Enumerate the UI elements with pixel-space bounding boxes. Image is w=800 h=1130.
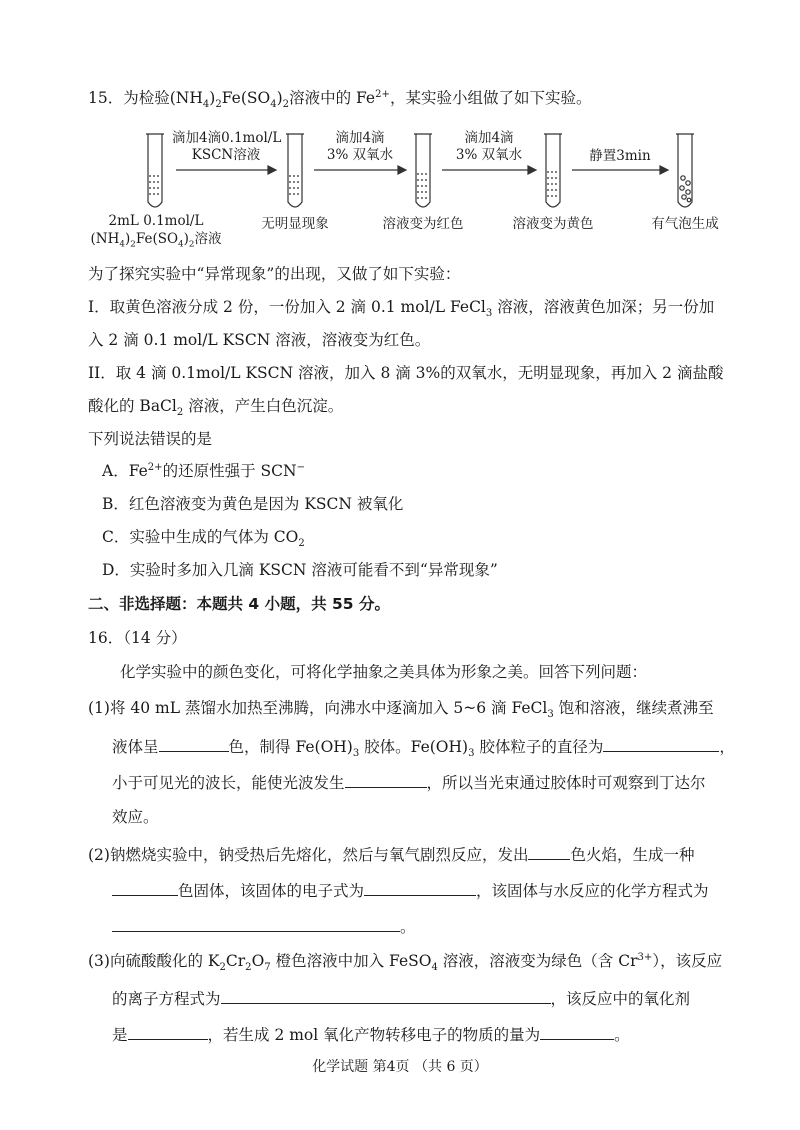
q16-intro: 化学实验中的颜色变化，可将化学抽象之美具体为形象之美。回答下列问题： [120, 663, 648, 681]
answer-blank-diameter[interactable] [603, 735, 719, 752]
option-a: A．$Fe^{2+}$的还原性强于 SCN− [102, 461, 306, 480]
tube-4-label: 溶液变为黄色 [512, 216, 594, 232]
answer-blank-flame-color[interactable] [528, 843, 570, 860]
tube-2-label: 无明显现象 [261, 216, 329, 232]
test-tube-3 [414, 134, 432, 207]
q15-stem: 15．为检验$(NH_4)_2Fe(SO_4)_2$溶液中的 $Fe^{2+}$，某实验小组做了如下实验。 [88, 88, 592, 111]
page-footer: 化学试题 第4页 （共 6 页） [312, 1059, 488, 1075]
q16-part1-line4: 效应。 [112, 808, 159, 826]
step-4-label: 静置3min [589, 148, 651, 164]
test-tube-4 [544, 134, 562, 207]
answer-blank-equation[interactable] [112, 915, 400, 932]
q16-part2-line1: (2)钠燃烧实验中，钠受热后先熔化，然后与氧气剧烈反应，发出 色火焰，生成一种 [88, 843, 694, 865]
answer-blank-ionic-equation[interactable] [221, 987, 551, 1004]
tube-5-label: 有气泡生成 [651, 216, 719, 232]
option-d: D．实验时多加入几滴 KSCN 溶液可能看不到“异常现象” [102, 561, 498, 579]
option-b: B．红色溶液变为黄色是因为 KSCN 被氧化 [102, 495, 404, 513]
step-3-label: 滴加4滴 3% 双氧水 [455, 130, 523, 163]
experiment-1-line-1: I．取黄色溶液分成 2 份，一份加入 2 滴 0.1 mol/L FeCl$_3$ 溶液，溶液黄色加深；另一份加 [88, 298, 715, 320]
q16-head: 16．（14 分） [88, 629, 187, 647]
q16-part1-line2: 液体呈 色，制得 $Fe(OH)_3$ 胶体。$Fe(OH)_3$ 胶体粒子的直径为 ， [112, 735, 735, 757]
explore-intro: 为了探究实验中“异常现象”的出现，又做了如下实验： [88, 265, 461, 283]
test-tube-1 [146, 134, 164, 207]
answer-blank-color[interactable] [159, 735, 229, 752]
answer-blank-oxidant[interactable] [128, 1023, 208, 1040]
q16-part2-line2: 色固体，该固体的电子式为 ，该固体与水反应的化学方程式为 [112, 879, 709, 901]
answer-blank-scattering[interactable] [345, 771, 427, 788]
answer-blank-electron-formula[interactable] [364, 879, 476, 896]
tube-3-label: 溶液变为红色 [382, 216, 464, 232]
question-prompt: 下列说法错误的是 [88, 430, 213, 448]
test-tube-2 [286, 134, 304, 207]
q16-part1-line1: (1)将 40 mL 蒸馏水加热至沸腾，向沸水中逐滴加入 5~6 滴 FeCl$_3$ 饱和溶液，继续煮沸至 [88, 699, 714, 721]
q16-part2-line3: 。 [112, 915, 416, 937]
section-heading: 二、非选择题：本题共 4 小题，共 55 分。 [88, 595, 390, 613]
experiment-diagram [80, 120, 740, 255]
q16-part3-line1: (3)向硫酸酸化的 $K_2Cr_2O_7$ 橙色溶液中加入 FeSO$_4$ 溶液，溶液变为绿色（含 $Cr^{3+}$），该反应 [88, 951, 723, 974]
test-tube-5 [676, 134, 694, 207]
experiment-1-line-2: 入 2 滴 0.1 mol/L KSCN 溶液，溶液变为红色。 [88, 331, 431, 349]
answer-blank-solid-color[interactable] [112, 879, 178, 896]
tube-1-label: 2mL 0.1mol/L $(NH_4)_2Fe(SO_4)_2$溶液 [90, 213, 222, 250]
experiment-2-line-1: II．取 4 滴 0.1mol/L KSCN 溶液，加入 8 滴 3%的双氧水，无明显现象，再加入 2 滴盐酸 [88, 364, 724, 382]
experiment-2-line-2: 酸化的 BaCl$_2$ 溶液，产生白色沉淀。 [88, 397, 344, 419]
option-c: C．实验中生成的气体为 $CO_2$ [102, 528, 305, 550]
answer-blank-electron-moles[interactable] [540, 1023, 614, 1040]
q16-part3-line2: 的离子方程式为 ，该反应中的氧化剂 [112, 987, 690, 1009]
step-1-label: 滴加4滴0.1mol/L KSCN溶液 [172, 130, 282, 163]
step-2-label: 滴加4滴 3% 双氧水 [326, 130, 394, 163]
q16-part1-line3: 小于可见光的波长，能使光波发生 ，所以当光束通过胶体时可观察到丁达尔 [112, 771, 706, 793]
q16-part3-line3: 是 ，若生成 2 mol 氧化产物转移电子的物质的量为 。 [112, 1023, 630, 1045]
